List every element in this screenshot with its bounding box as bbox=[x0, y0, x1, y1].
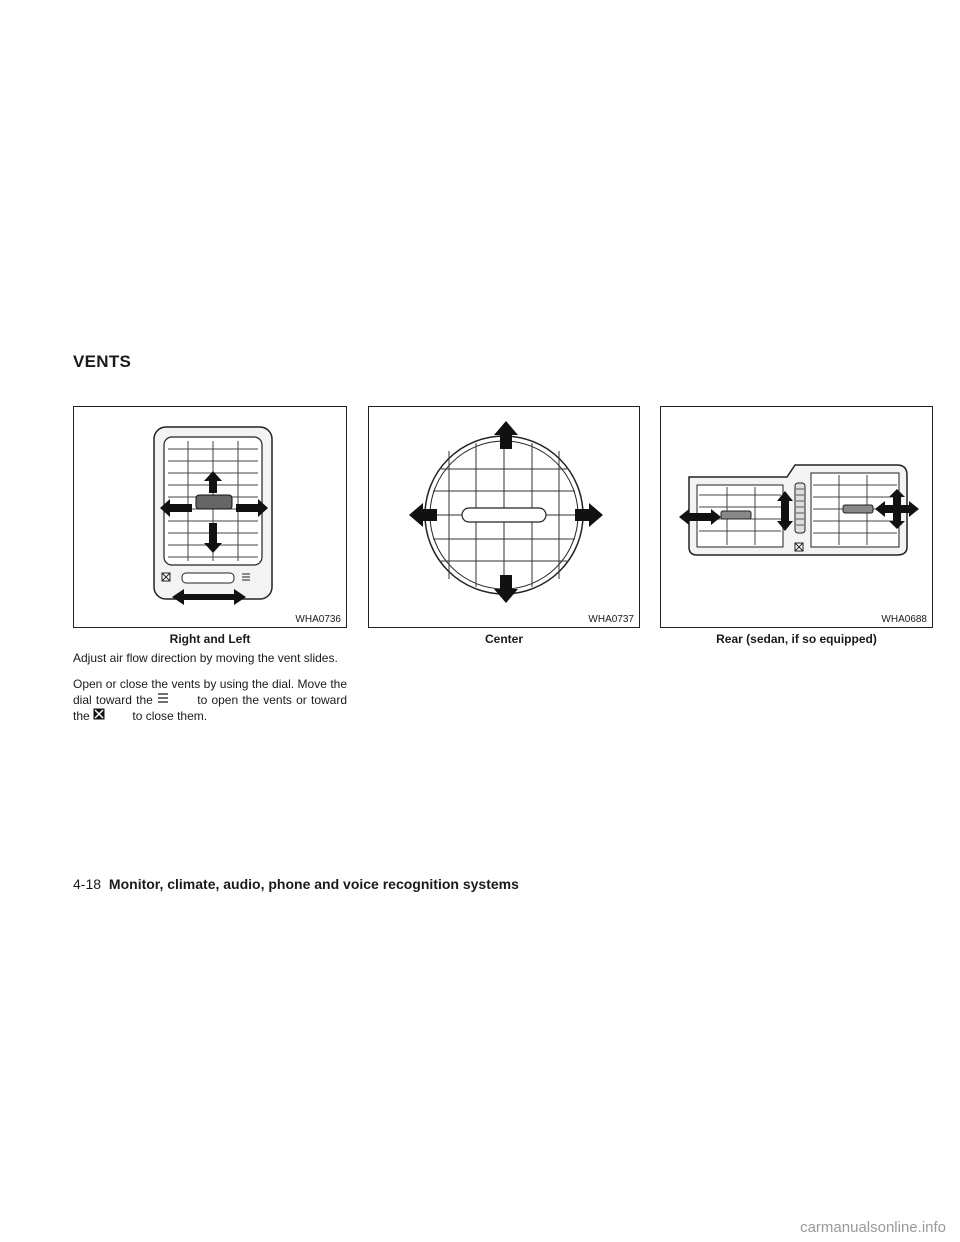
figure-code: WHA0688 bbox=[881, 614, 927, 625]
dial-text-part-3: to close them. bbox=[132, 709, 208, 723]
body-text bbox=[73, 650, 347, 734]
vent-open-icon bbox=[157, 692, 193, 708]
figure-rear-vent bbox=[660, 406, 933, 628]
figure-code: WHA0736 bbox=[295, 614, 341, 625]
watermark: carmanualsonline.info bbox=[800, 1219, 946, 1236]
chapter-title: Monitor, climate, audio, phone and voice recognition systems bbox=[108, 876, 519, 892]
page-footer bbox=[73, 876, 519, 892]
dial-text-part-2: to open the vents or toward the bbox=[73, 693, 348, 723]
figure-caption-side: Right and Left bbox=[169, 632, 251, 646]
figure-caption-rear: Rear (sedan, if so equipped) bbox=[716, 632, 877, 646]
center-vent-illustration bbox=[369, 407, 639, 627]
figure-center-vent bbox=[368, 406, 640, 628]
page-number: 4-18 bbox=[73, 876, 102, 892]
figure-code: WHA0737 bbox=[588, 614, 634, 625]
paragraph-adjust: Adjust air flow direction by moving the vent slides. bbox=[73, 651, 338, 665]
figure-side-vent bbox=[73, 406, 347, 628]
side-vent-illustration bbox=[74, 407, 346, 627]
paragraph-dial bbox=[73, 676, 347, 724]
dial-text-part-1: Open or close the vents by using the dial. Move the dial toward the bbox=[73, 677, 347, 707]
vent-closed-icon bbox=[93, 708, 129, 724]
section-title: VENTS bbox=[73, 352, 132, 371]
figure-caption-center: Center bbox=[484, 632, 523, 646]
rear-vent-illustration bbox=[661, 407, 932, 627]
